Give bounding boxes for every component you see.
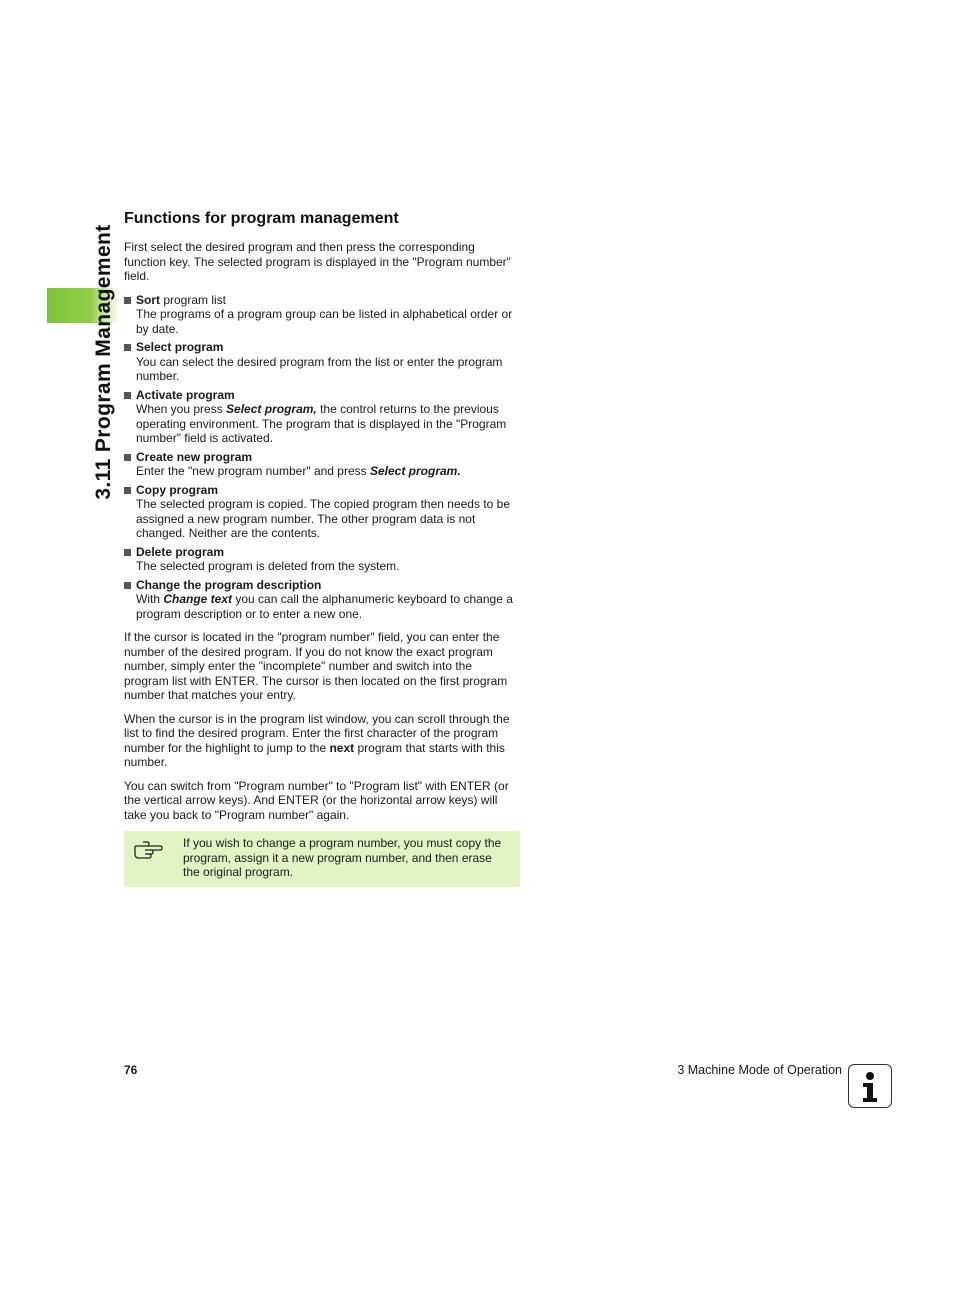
desc-text: With	[136, 592, 164, 606]
item-description	[136, 592, 520, 621]
pointing-hand-icon	[133, 838, 163, 860]
keyword-next: next	[329, 740, 355, 755]
intro-paragraph: First select the desired program and then press the corresponding function key. The selected program is displayed in the "Program number" field.	[124, 240, 511, 283]
item-title-rest: program list	[160, 292, 227, 307]
page-number: 76	[124, 1063, 138, 1077]
item-title: Change the program description	[136, 577, 322, 592]
item-description: The selected program is copied. The copied program then needs to be assigned a new program number. The other program data is not changed. Neither are the contents.	[136, 497, 511, 540]
note-text: If you wish to change a program number, you must copy the program, assign it a new program number, and then erase the original program.	[183, 836, 502, 879]
bullet-square-icon	[124, 582, 131, 589]
softkey-name: Select program,	[226, 402, 317, 416]
main-content	[124, 210, 520, 887]
item-title: Create new program	[136, 449, 253, 464]
paragraph-text: program that starts with this number.	[124, 740, 505, 769]
list-item-activate-program	[124, 388, 520, 446]
softkey-name: Select program.	[369, 464, 461, 478]
info-icon	[848, 1064, 892, 1108]
item-description: The programs of a program group can be listed in alphabetical order or by date.	[136, 307, 513, 336]
bullet-square-icon	[124, 549, 131, 556]
section-side-title: 3.11 Program Management	[92, 224, 115, 500]
list-item-delete-program	[124, 545, 520, 574]
paragraph-switch: You can switch from "Program number" to "Program list" with ENTER (or the vertical arrow keys). And ENTER (or the horizontal arrow keys) will take you back to "Program number" again.	[124, 778, 509, 822]
bullet-square-icon	[124, 454, 131, 461]
note-box	[124, 831, 520, 887]
item-description: You can select the desired program from the list or enter the program number.	[136, 354, 503, 383]
item-description: The selected program is deleted from the system.	[136, 559, 400, 573]
bullet-square-icon	[124, 344, 131, 351]
section-heading: Functions for program management	[124, 210, 399, 227]
desc-text: Enter the "new program number" and press	[136, 464, 370, 478]
bullet-square-icon	[124, 392, 131, 399]
item-title: Delete program	[136, 544, 225, 559]
paragraph-text: When the cursor is in the program list window, you can scroll through the list to find the desired program. Enter the first character of the program number for the highlight to jump to the	[124, 711, 510, 755]
item-description	[136, 464, 520, 479]
item-title: Select program	[136, 340, 224, 354]
softkey-name: Change text	[163, 592, 233, 606]
list-item-create-program	[124, 450, 520, 479]
list-item-change-description	[124, 578, 520, 622]
list-item-select-program	[124, 340, 520, 384]
bullet-square-icon	[124, 297, 131, 304]
item-title: Sort	[136, 292, 160, 307]
paragraph-cursor-field: If the cursor is located in the "program number" field, you can enter the number of the desired program. If you do not know the exact program number, simply enter the "incomplete" number and switch into the program list with ENTER. The cursor is then located on the first program number that matches your entry.	[124, 630, 508, 702]
item-title: Activate program	[136, 387, 235, 402]
function-list	[124, 293, 520, 622]
desc-text: you can call the alphanumeric keyboard to change a program description or to enter a new one.	[136, 592, 513, 621]
paragraph-cursor-list	[124, 712, 520, 770]
desc-text: the control returns to the previous operating environment. The program that is displayed in the "Program number" field is activated.	[136, 402, 507, 445]
item-title: Copy program	[136, 482, 219, 497]
item-description	[136, 402, 520, 446]
desc-text: When you press	[136, 402, 227, 416]
list-item-sort	[124, 293, 520, 337]
list-item-copy-program	[124, 483, 520, 541]
bullet-square-icon	[124, 487, 131, 494]
chapter-title: 3 Machine Mode of Operation	[677, 1063, 842, 1077]
